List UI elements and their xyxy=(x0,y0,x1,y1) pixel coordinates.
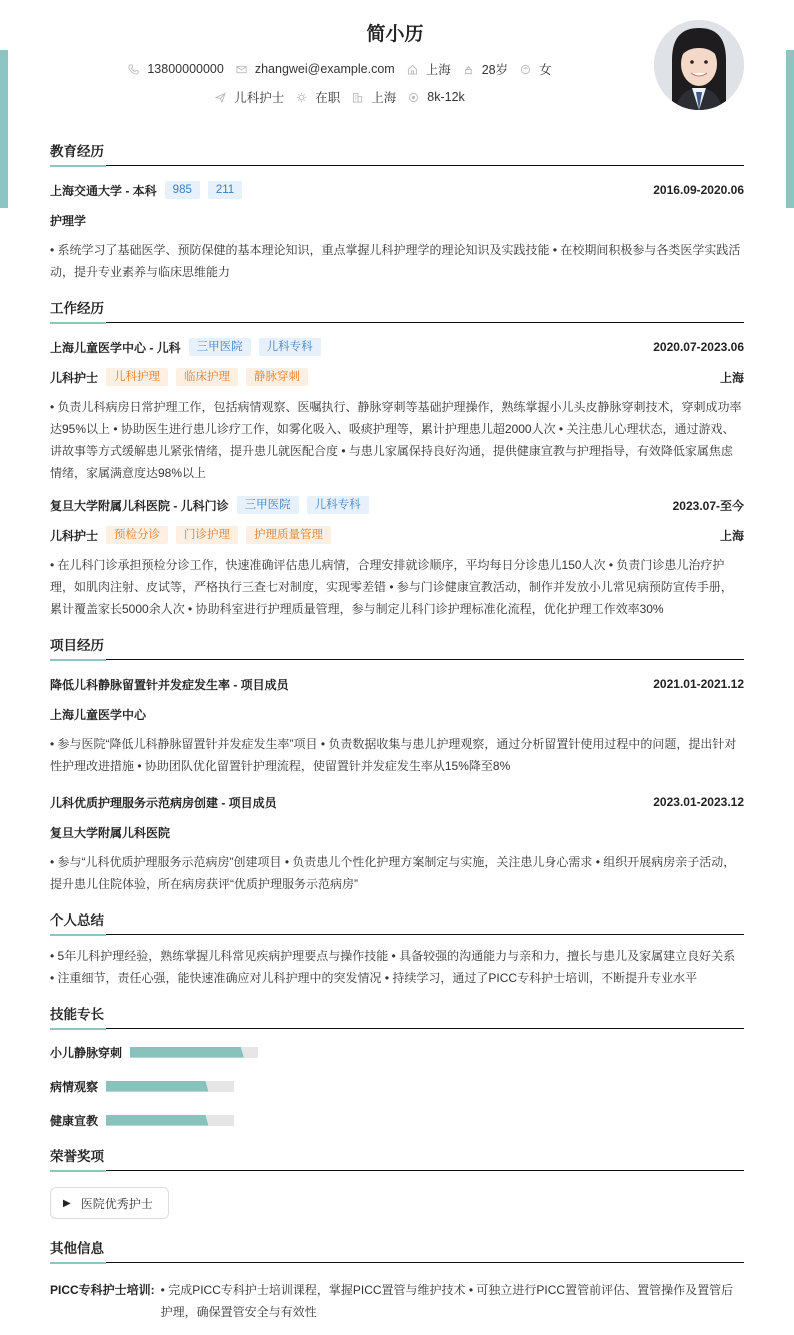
position-tag: 儿科护理 xyxy=(106,368,168,386)
salary-item xyxy=(408,90,465,104)
summary-text xyxy=(50,945,744,989)
salary-icon xyxy=(408,92,419,103)
phone-icon xyxy=(128,64,139,75)
summary-line: • 注重细节，责任心强，能快速准确应对儿科护理中的突发情况 • 持续学习，通过了PICC专科护士培训，不断提升专业水平 xyxy=(50,971,698,985)
age-icon xyxy=(463,64,474,75)
location-text: 上海 xyxy=(371,91,397,105)
education-entry xyxy=(50,181,744,283)
position-tag: 静脉穿刺 xyxy=(246,368,308,386)
resume-body xyxy=(0,140,794,1323)
project-description: • 参与医院“降低儿科静脉留置针并发症发生率”项目 • 负责数据收集与患儿护理观察，通过分析留置针使用过程中的问题，提出针对性护理改进措施 • 协助团队优化留置针护理流程，使留置针并发症发生率从15%降至8% xyxy=(50,737,737,773)
company-name: 上海儿童医学中心 - 儿科 xyxy=(50,340,181,355)
email-text: zhangwei@example.com xyxy=(254,62,395,76)
work-description: • 在儿科门诊承担预检分诊工作，快速准确评估患儿病情，合理安排就诊顺序，平均每日分诊患儿150人次 • 负责门诊患儿治疗护理，如肌肉注射、皮试等，严格执行三查七对制度，实现零差错 • 参与门诊健康宣教活动，制作并发放小儿常见病预防宣传手册，累计覆盖家长5000余人次 • 协助科室进行护理质量管理，参与制定儿科门诊护理标准化流程，优化护理工作效率30% xyxy=(50,558,733,616)
project-name: 降低儿科静脉留置针并发症发生率 - 项目成员 xyxy=(50,677,289,692)
skill-bar xyxy=(130,1047,258,1058)
section-title-projects: 项目经历 xyxy=(50,634,744,660)
education-section xyxy=(50,140,744,283)
status-text: 在职 xyxy=(315,91,341,105)
project-org: 上海儿童医学中心 xyxy=(50,707,147,722)
section-title-other: 其他信息 xyxy=(50,1237,744,1263)
status-item xyxy=(296,88,340,106)
location-item xyxy=(352,88,396,106)
candidate-name: 简小历 xyxy=(366,24,424,45)
position-tag: 门诊护理 xyxy=(176,526,238,544)
work-section xyxy=(50,297,744,620)
school-tag: 211 xyxy=(208,181,242,199)
other-section xyxy=(50,1237,744,1323)
building-icon xyxy=(352,92,363,103)
projects-section xyxy=(50,634,744,895)
work-location: 上海 xyxy=(719,528,744,543)
section-title-skills: 技能专长 xyxy=(50,1003,744,1029)
home-icon xyxy=(407,64,418,75)
mail-icon xyxy=(236,64,247,75)
skill-bar xyxy=(106,1115,234,1126)
city-text: 上海 xyxy=(425,63,451,77)
salary-text: 8k-12k xyxy=(427,90,465,104)
email-item xyxy=(236,62,395,76)
skill-bar-fill xyxy=(130,1047,244,1058)
send-icon xyxy=(215,92,226,103)
award-label: 医院优秀护士 xyxy=(80,1196,153,1211)
skill-name: 健康宣教 xyxy=(50,1113,99,1128)
other-label: PICC专科护士培训: xyxy=(50,1283,155,1297)
school-tag: 985 xyxy=(165,181,200,199)
position-title: 儿科护士 xyxy=(50,370,99,385)
skill-bar-fill xyxy=(106,1115,208,1126)
city-item xyxy=(407,60,451,78)
summary-section xyxy=(50,909,744,989)
other-text: • 完成PICC专科护士培训课程，掌握PICC置管与维护技术 • 可独立进行PICC置管前评估、置管操作及置管后护理，确保置管安全与有效性 xyxy=(160,1283,734,1319)
skill-item xyxy=(50,1043,403,1061)
contact-row-2 xyxy=(0,88,680,106)
contact-row-1 xyxy=(0,60,680,78)
position-tag: 临床护理 xyxy=(176,368,238,386)
triangle-right-icon: ▶ xyxy=(63,1197,71,1209)
resume-header xyxy=(0,0,794,130)
section-title-education: 教育经历 xyxy=(50,140,744,166)
job-text: 儿科护士 xyxy=(234,91,285,105)
gender-text: 女 xyxy=(539,63,552,77)
skills-section xyxy=(50,1003,744,1145)
skill-bar-fill xyxy=(106,1081,208,1092)
work-date: 2023.07-至今 xyxy=(672,498,744,513)
work-entry xyxy=(50,496,744,620)
job-item xyxy=(215,88,284,106)
project-entry xyxy=(50,793,744,895)
project-org: 复旦大学附属儿科医院 xyxy=(50,825,171,840)
awards-section xyxy=(50,1145,744,1219)
company-name: 复旦大学附属儿科医院 - 儿科门诊 xyxy=(50,498,229,513)
section-title-summary: 个人总结 xyxy=(50,909,744,935)
project-date: 2021.01-2021.12 xyxy=(653,677,744,691)
phone-item xyxy=(128,62,223,76)
skill-bar xyxy=(106,1081,234,1092)
gender-item xyxy=(520,60,552,78)
age-item xyxy=(463,60,508,78)
summary-line: • 5年儿科护理经验，熟练掌握儿科常见疾病护理要点与操作技能 • 具备较强的沟通能力与亲和力，擅长与患儿及家属建立良好关系 xyxy=(50,949,736,963)
company-tag: 儿科专科 xyxy=(307,496,369,514)
work-date: 2020.07-2023.06 xyxy=(653,340,744,354)
project-name: 儿科优质护理服务示范病房创建 - 项目成员 xyxy=(50,795,277,810)
award-item[interactable] xyxy=(50,1187,169,1219)
school-name: 上海交通大学 - 本科 xyxy=(50,183,157,198)
status-icon xyxy=(296,92,307,103)
education-description: • 系统学习了基础医学、预防保健的基本理论知识，重点掌握儿科护理学的理论知识及实践技能 • 在校期间积极参与各类医学实践活动，提升专业素养与临床思维能力 xyxy=(50,243,741,279)
project-description: • 参与“儿科优质护理服务示范病房”创建项目 • 负责患儿个性化护理方案制定与实施，关注患儿身心需求 • 组织开展病房亲子活动，提升患儿住院体验，所在病房获评“优质护理服务示范病房” xyxy=(50,855,736,891)
work-description: • 负责儿科病房日常护理工作，包括病情观察、医嘱执行、静脉穿刺等基础护理操作，熟练掌握小儿头皮静脉穿刺技术，穿刺成功率达95%以上 • 协助医生进行患儿诊疗工作，如雾化吸入、吸痰护理等，累计护理患儿超2000人次 • 关注患儿心理状态，通过游戏、讲故事等方式缓解患儿紧张情绪，提升患儿就医配合度 • 与患儿家属保持良好沟通，提供健康宣教与护理指导，有效降低家属焦虑情绪，家属满意度达98%以上 xyxy=(50,400,742,480)
avatar xyxy=(654,20,744,110)
project-entry xyxy=(50,675,744,777)
company-tag: 三甲医院 xyxy=(237,496,299,514)
gender-icon xyxy=(520,64,531,75)
position-tag: 预检分诊 xyxy=(106,526,168,544)
position-tag: 护理质量管理 xyxy=(246,526,331,544)
section-title-awards: 荣誉奖项 xyxy=(50,1145,744,1171)
skill-item xyxy=(50,1077,403,1095)
position-title: 儿科护士 xyxy=(50,528,99,543)
skill-item xyxy=(50,1111,403,1129)
age-text: 28岁 xyxy=(481,63,509,77)
skills-list xyxy=(50,1043,744,1145)
project-date: 2023.01-2023.12 xyxy=(653,795,744,809)
major: 护理学 xyxy=(50,213,87,228)
work-entry xyxy=(50,338,744,484)
skill-name: 小儿静脉穿刺 xyxy=(50,1045,123,1060)
skill-name: 病情观察 xyxy=(50,1079,99,1094)
company-tag: 三甲医院 xyxy=(189,338,251,356)
section-title-work: 工作经历 xyxy=(50,297,744,323)
other-item xyxy=(50,1279,744,1323)
education-date: 2016.09-2020.06 xyxy=(653,183,744,197)
company-tag: 儿科专科 xyxy=(259,338,321,356)
phone-text: 13800000000 xyxy=(147,62,224,76)
work-location: 上海 xyxy=(719,370,744,385)
